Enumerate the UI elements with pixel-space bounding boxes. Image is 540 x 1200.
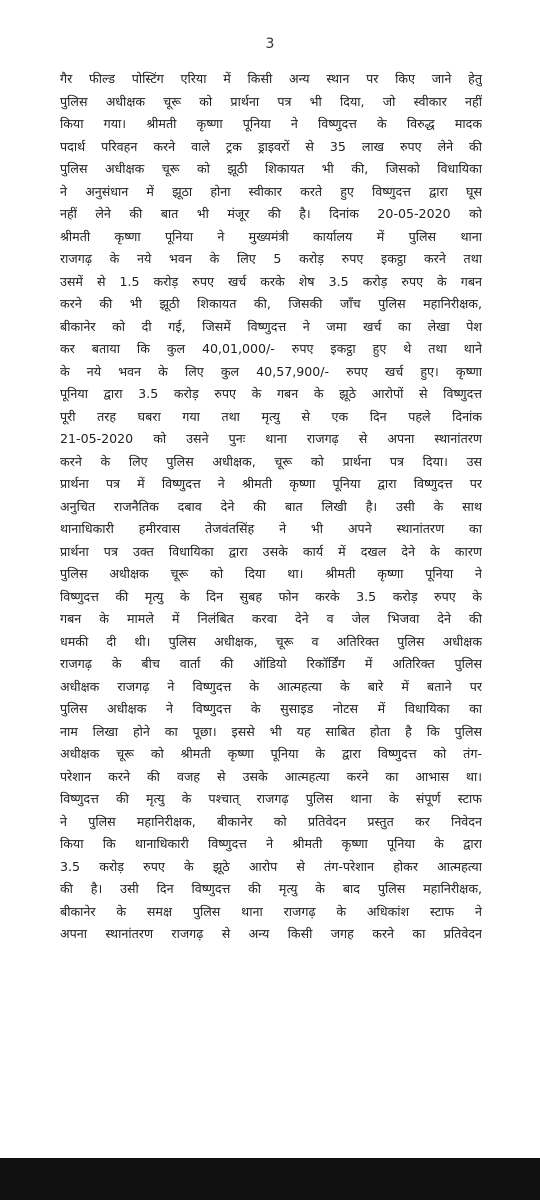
text-line: धमकी दी थी। पुलिस अधीक्षक, चूरू व अतिरिक्त पुलिस अधीक्षक bbox=[60, 633, 482, 649]
text-line: श्रीमती कृष्णा पूनिया ने मुख्यमंत्री कार्यालय में पुलिस थाना bbox=[60, 228, 482, 244]
text-line: कर बताया कि कुल 40,01,000/- रुपए इकट्ठा हुए थे तथा थाने bbox=[60, 341, 482, 356]
text-line: पुलिस अधीक्षक चूरू को दिया था। श्रीमती कृष्णा पूनिया ने bbox=[60, 566, 482, 581]
text-line: गबन के मामले में निलंबित करवा देने व जेल भिजवा देने की bbox=[60, 611, 482, 626]
text-line: अधीक्षक चूरू को श्रीमती कृष्णा पूनिया के द्वारा विष्णुदत्त को तंग- bbox=[60, 746, 482, 761]
text-line: अपना स्थानांतरण राजगढ़ से अन्य किसी जगह करने का प्रतिवेदन bbox=[60, 926, 482, 941]
text-line: किया कि थानाधिकारी विष्णुदत्त ने श्रीमती कृष्णा पूनिया के द्वारा bbox=[60, 836, 482, 851]
text-line: परेशान करने की वजह से उसके आत्महत्या करने का आभास था। bbox=[60, 768, 482, 784]
text-line: करने के लिए पुलिस अधीक्षक, चूरू को प्रार्थना पत्र दिया। उस bbox=[60, 453, 482, 469]
text-line: पुलिस अधीक्षक चूरू को झूठी शिकायत भी की, जिसको विधायिका bbox=[60, 161, 482, 176]
text-line: किया गया। श्रीमती कृष्णा पूनिया ने विष्णुदत्त के विरुद्ध मादक bbox=[60, 116, 482, 131]
text-line: नहीं लेने की बात भी मंजूर की है। दिनांक 20-05-2020 को bbox=[60, 206, 482, 221]
text-line: पदार्थ परिवहन करने वाले ट्रक ड्राइवरों से 35 लाख रुपए लेने की bbox=[60, 138, 482, 154]
page-number: 3 bbox=[265, 36, 275, 52]
text-line: प्रार्थना पत्र उक्त विधायिका द्वारा उसके कार्य में दखल देने के कारण bbox=[60, 543, 482, 559]
text-line: करने की भी झूठी शिकायत की, जिसकी जाँच पुलिस महानिरीक्षक, bbox=[60, 296, 482, 311]
text-line: प्रार्थना पत्र में विष्णुदत्त ने श्रीमती कृष्णा पूनिया द्वारा विष्णुदत्त पर bbox=[60, 476, 482, 491]
document-body bbox=[60, 68, 482, 946]
bottom-bar bbox=[0, 1158, 540, 1200]
text-line: गैर फील्ड पोस्टिंग एरिया में किसी अन्य स्थान पर किए जाने हेतु bbox=[60, 71, 482, 86]
text-line: पूरी तरह घबरा गया तथा मृत्यु से एक दिन पहले दिनांक bbox=[60, 408, 482, 424]
text-line: विष्णुदत्त की मृत्यु के दिन सुबह फोन करके 3.5 करोड़ रुपए के bbox=[60, 588, 482, 604]
text-line: राजगढ़ के बीच वार्ता की ऑडियो रिकॉर्डिंग में अतिरिक्त पुलिस bbox=[60, 656, 482, 671]
text-line: विष्णुदत्त की मृत्यु के पश्चात् राजगढ़ पुलिस थाना के संपूर्ण स्टाफ bbox=[60, 791, 482, 806]
text-line: नाम लिखा होने का पूछा। इससे भी यह साबित होता है कि पुलिस bbox=[60, 723, 482, 739]
text-line: पुलिस अधीक्षक ने विष्णुदत्त के सुसाइड नोटस में विधायिका का bbox=[60, 701, 482, 716]
text-line: की है। उसी दिन विष्णुदत्त की मृत्यु के बाद पुलिस महानिरीक्षक, bbox=[60, 881, 482, 896]
text-line: अनुचित राजनैतिक दबाव देने की बात लिखी है। उसी के साथ bbox=[60, 498, 482, 514]
text-line: के नये भवन के लिए कुल 40,57,900/- रुपए खर्च हुए। कृष्णा bbox=[60, 363, 482, 379]
text-line: बीकानेर के समक्ष पुलिस थाना राजगढ़ के अधिकांश स्टाफ ने bbox=[60, 903, 482, 919]
text-line: बीकानेर को दी गई, जिसमें विष्णुदत्त ने जमा खर्च का लेखा पेश bbox=[60, 318, 482, 334]
text-line: ने अनुसंधान में झूठा होना स्वीकार करते हुए विष्णुदत्त द्वारा घूस bbox=[60, 183, 482, 199]
text-line: उसमें से 1.5 करोड़ रुपए खर्च करके शेष 3.5 करोड़ रुपए के गबन bbox=[60, 273, 482, 289]
text-line: 21-05-2020 को उसने पुनः थाना राजगढ़ से अपना स्थानांतरण bbox=[60, 431, 482, 446]
text-line: थानाधिकारी हमीरवास तेजवंतसिंह ने भी अपने स्थानांतरण का bbox=[60, 521, 482, 536]
text-line: 3.5 करोड़ रुपए के झूठे आरोप से तंग-परेशान होकर आत्महत्या bbox=[60, 858, 482, 874]
text-line: पुलिस अधीक्षक चूरू को प्रार्थना पत्र भी दिया, जो स्वीकार नहीं bbox=[60, 93, 482, 109]
text-line: ने पुलिस महानिरीक्षक, बीकानेर को प्रतिवेदन प्रस्तुत कर निवेदन bbox=[60, 813, 482, 829]
text-line: अधीक्षक राजगढ़ ने विष्णुदत्त के आत्महत्या के बारे में बताने पर bbox=[60, 678, 482, 694]
text-line: राजगढ़ के नये भवन के लिए 5 करोड़ रुपए इकट्ठा करने तथा bbox=[60, 251, 482, 266]
text-line: पूनिया द्वारा 3.5 करोड़ रुपए के गबन के झूठे आरोपों से विष्णुदत्त bbox=[60, 386, 482, 401]
